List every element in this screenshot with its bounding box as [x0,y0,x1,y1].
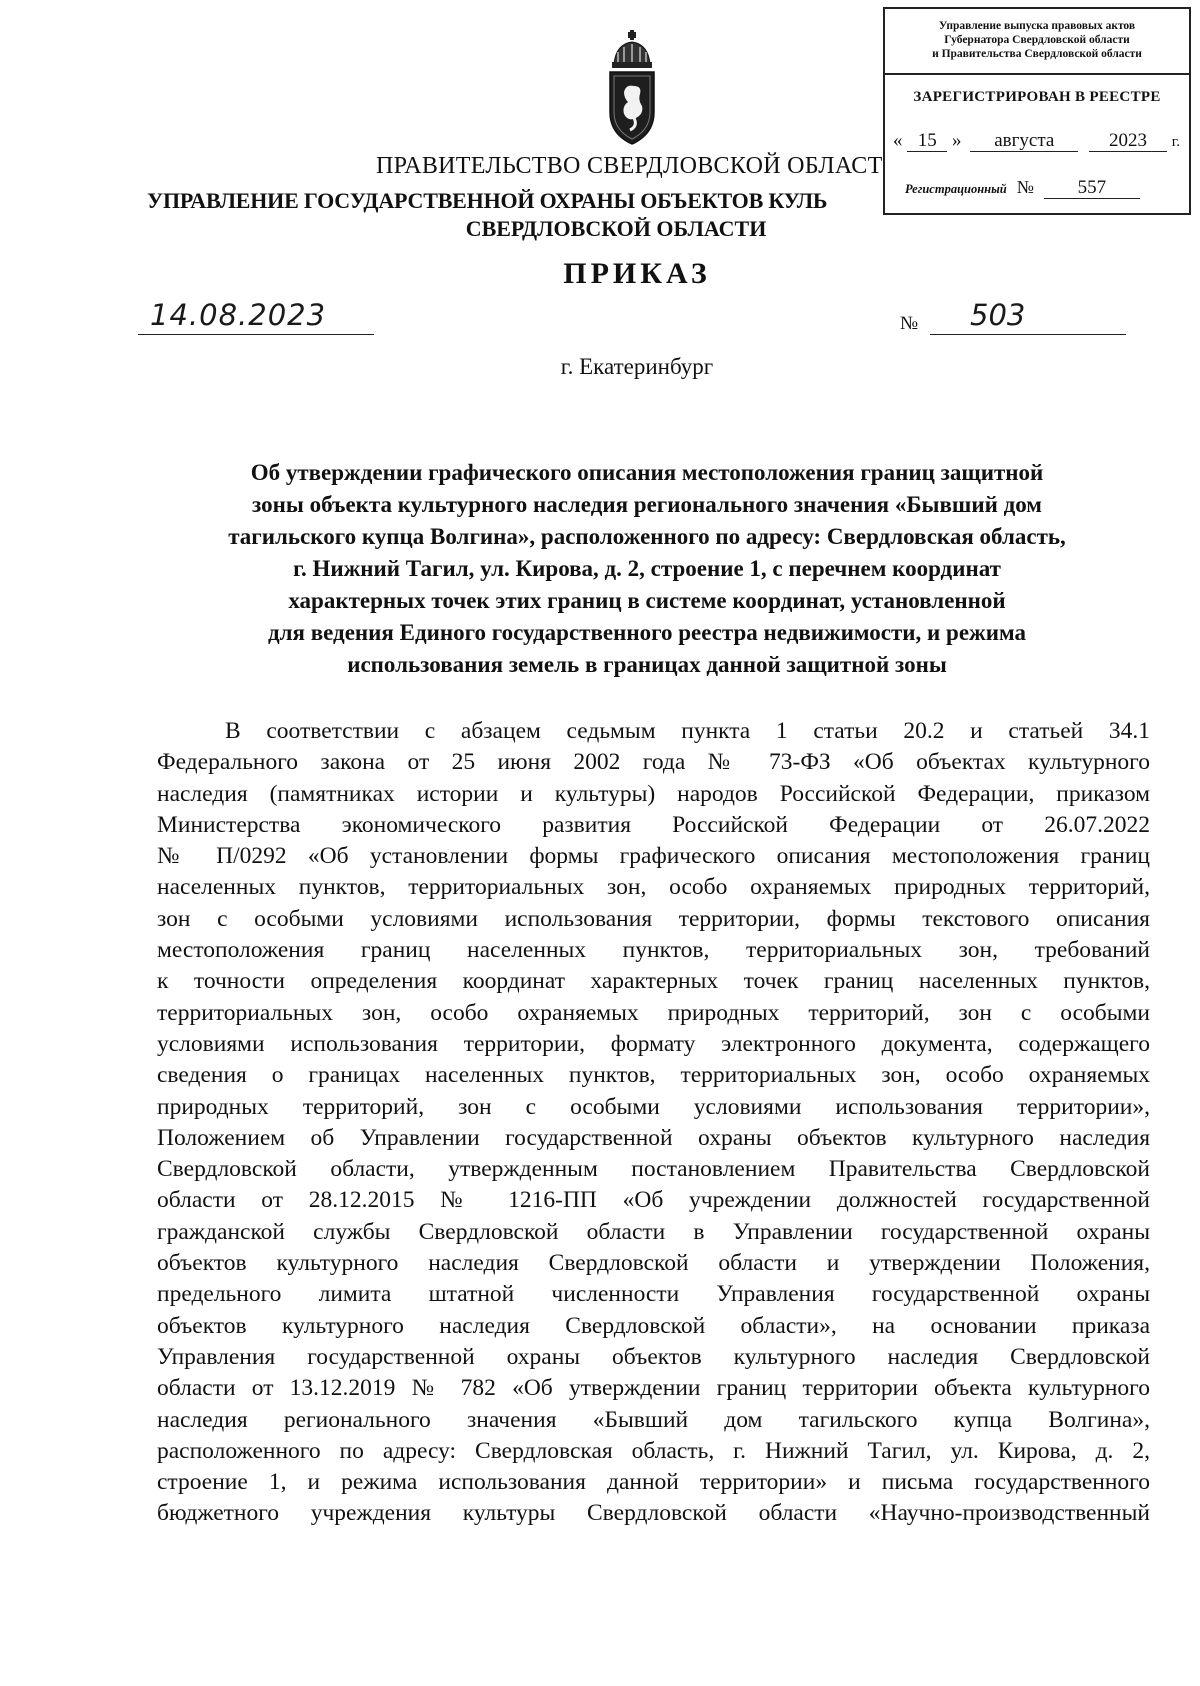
stamp-date-close-quote: » [952,130,962,151]
stamp-org-line: и Правительства Свердловской области [932,48,1142,60]
subject-line: тагильского купца Волгина», расположенного по адресу: Свердловская область, [228,524,1066,549]
stamp-reg-number-label: Регистрационный [905,182,1007,196]
body-line: области от 28.12.2015 № 1216-ПП «Об учреждении должностей государственной [157,1187,1150,1214]
body-line: бюджетного учреждения культуры Свердловской области «Научно-производственный [157,1500,1150,1527]
body-line: зон с особыми условиями использования территории, формы текстового описания [157,905,1150,932]
subject-line: г. Нижний Тагил, ул. Кирова, д. 2, строение 1, с перечнем координат [293,556,1001,581]
stamp-divider [885,73,1189,75]
body-line: Министерства экономического развития Российской Федерации от 26.07.2022 [157,811,1150,838]
body-line: предельного лимита штатной численности Управления государственной охраны [157,1281,1150,1308]
body-line: природных территорий, зон с особыми условиями использования территории», [157,1093,1150,1120]
stamp-reg-number-sign: № [1016,177,1034,197]
stamp-registered-label: ЗАРЕГИСТРИРОВАН В РЕЕСТРЕ [913,89,1161,105]
coat-of-arms-icon [604,30,660,148]
stamp-date-day: 15 [907,131,947,152]
stamp-date [893,130,1183,152]
body-line: Положением об Управлении государственной охраны объектов культурного наследия [157,1124,1150,1151]
subject-line: для ведения Единого государственного реестра недвижимости, и режима [268,620,1026,645]
body-line: расположенного по адресу: Свердловская область, г. Нижний Тагил, ул. Кирова, д. 2, [157,1437,1150,1464]
government-title: ПРАВИТЕЛЬСТВО СВЕРДЛОВСКОЙ ОБЛАСТ [376,153,883,179]
subject-line: зоны объекта культурного наследия регионального значения «Бывший дом [252,492,1042,517]
stamp-date-suffix: г. [1171,134,1180,150]
stamp-org-line: Губернатора Свердловской области [944,34,1130,46]
body-line: В соответствии с абзацем седьмым пункта 1 статьи 20.2 и статьей 34.1 [225,718,1150,744]
document-number-label: № [900,313,919,334]
stamp-date-open-quote: « [893,130,903,151]
stamp-organization [885,19,1189,61]
stamp-date-month: августа [970,131,1078,152]
body-line: наследия (памятниках истории и культуры) народов Российской Федерации, приказом [157,780,1150,807]
body-line: гражданской службы Свердловской области в Управлении государственной охраны [157,1218,1150,1245]
body-line: Управления государственной охраны объектов культурного наследия Свердловской [157,1343,1150,1370]
department-title-line2-text: СВЕРДЛОВСКОЙ ОБЛАСТИ [465,216,767,241]
body-line: местоположения границ населенных пунктов, территориальных зон, требований [157,937,1150,964]
body-line: Свердловской области, утвержденным постановлением Правительства Свердловской [157,1156,1150,1183]
body-line: строение 1, и режима использования данной территории» и письма государственного [157,1469,1150,1496]
stamp-org-line: Управление выпуска правовых актов [938,20,1136,32]
document-subject [150,457,1144,681]
subject-line: Об утверждении графического описания местоположения границ защитной [250,460,1044,485]
body-line: объектов культурного наследия Свердловской области и утверждении Положения, [157,1250,1150,1277]
subject-line: использования земель в границах данной защитной зоны [347,652,947,677]
stamp-reg-number-row [905,177,1140,199]
body-line: к точности определения координат характерных точек границ населенных пунктов, [157,968,1150,995]
department-title-line2 [0,216,1200,242]
body-line: наследия регионального значения «Бывший дом тагильского купца Волгина», [157,1406,1150,1433]
body-line: объектов культурного наследия Свердловской области», на основании приказа [157,1312,1150,1339]
subject-line: характерных точек этих границ в системе координат, установленной [288,588,1006,613]
body-line: территориальных зон, особо охраняемых природных территорий, зон с особыми [157,999,1150,1026]
body-line: населенных пунктов, территориальных зон, особо охраняемых природных территорий, [157,874,1150,901]
stamp-reg-number: 557 [1044,178,1140,199]
document-type-title: ПРИКАЗ [563,257,711,290]
body-line: сведения о границах населенных пунктов, территориальных зон, особо охраняемых [157,1062,1150,1089]
registration-stamp [883,7,1191,215]
body-line: области от 13.12.2019 № 782 «Об утверждении границ территории объекта культурного [157,1375,1150,1402]
department-title-line1: УПРАВЛЕНИЕ ГОСУДАРСТВЕННОЙ ОХРАНЫ ОБЪЕКТОВ КУЛЬ [147,188,828,213]
body-line: условиями использования территории, формату электронного документа, содержащего [157,1030,1150,1057]
city-label: г. Екатеринбург [560,354,714,379]
stamp-date-year: 2023 [1089,131,1167,152]
document-body [157,716,1150,1530]
document-number: 503 [930,296,1126,335]
body-line: № П/0292 «Об установлении формы графического описания местоположения границ [157,843,1150,870]
body-line: Федерального закона от 25 июня 2002 года № 73-ФЗ «Об объектах культурного [157,749,1150,776]
document-date: 14.08.2023 [138,296,374,335]
